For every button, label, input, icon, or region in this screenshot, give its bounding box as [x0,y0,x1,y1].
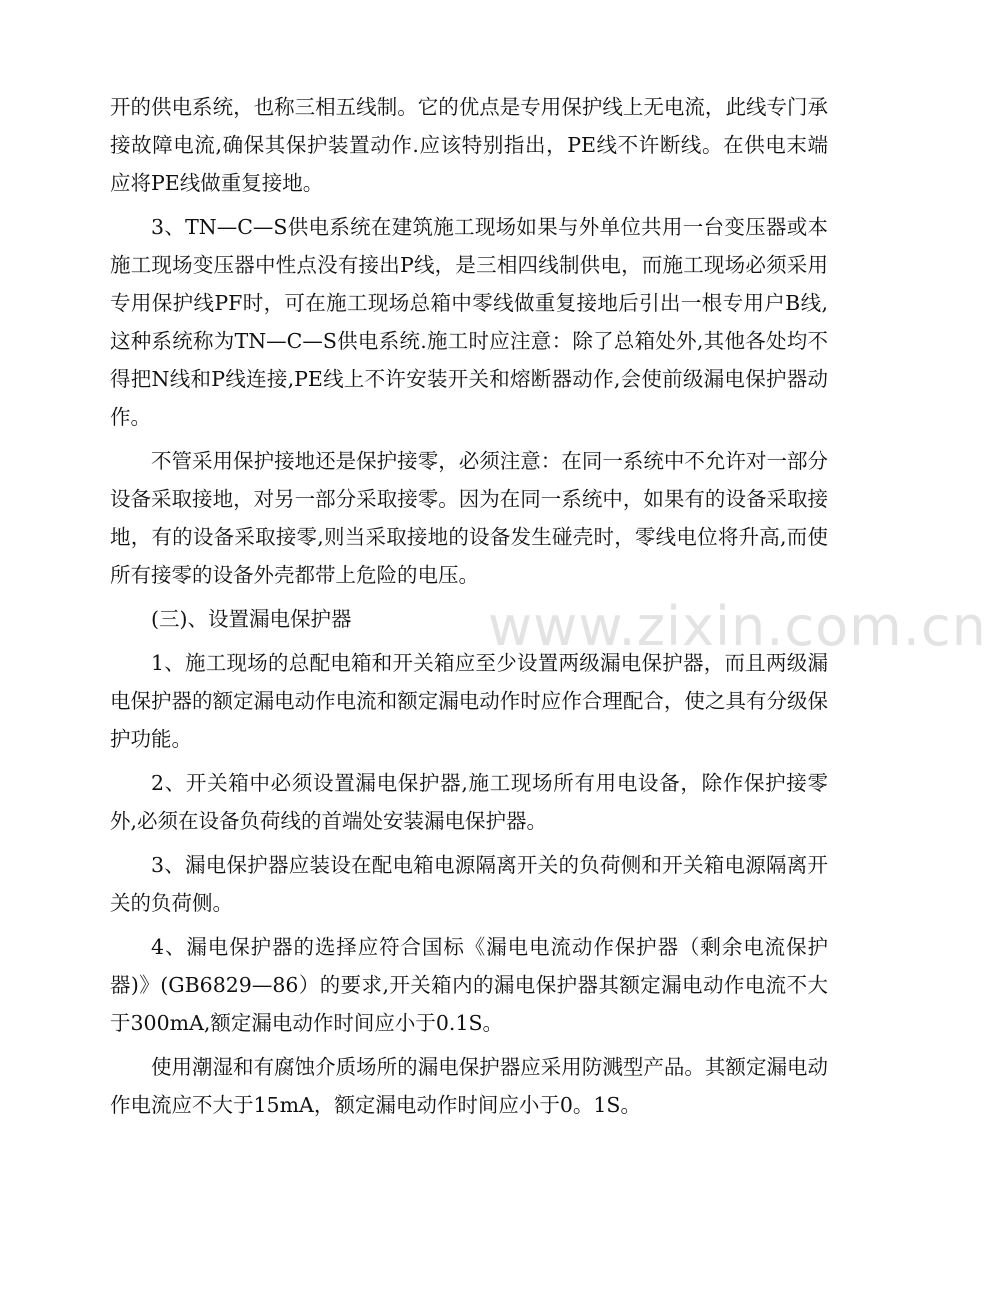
paragraph-splash-proof: 使用潮湿和有腐蚀介质场所的漏电保护器应采用防溅型产品。其额定漏电动作电流应不大于15mA，额定漏电动作时间应小于0。1S。 [110,1055,828,1117]
document-body [110,88,828,1130]
paragraph-item-4: 4、漏电保护器的选择应符合国标《漏电电流动作保护器（剩余电流保护器)》(GB6829—86）的要求,开关箱内的漏电保护器其额定漏电动作电流不大于300mA,额定漏电动作时间应小于0.1S。 [110,935,828,1035]
paragraph-tn-c-s-system: 3、TN—C—S供电系统在建筑施工现场如果与外单位共用一台变压器或本施工现场变压器中性点没有接出P线，是三相四线制供电，而施工现场必须采用专用保护线PF时，可在施工现场总箱中零线做重复接地后引出一根专用户B线,这种系统称为TN—C—S供电系统.施工时应注意：除了总箱处外,其他各处均不得把N线和P线连接,PE线上不许安装开关和熔断器动作,会使前级漏电保护器动作。 [110,215,828,429]
paragraph-grounding-note: 不管采用保护接地还是保护接零，必须注意：在同一系统中不允许对一部分设备采取接地，对另一部分采取接零。因为在同一系统中，如果有的设备采取接地，有的设备采取接零,则当采取接地的设备发生碰壳时，零线电位将升高,而使所有接零的设备外壳都带上危险的电压。 [110,449,828,587]
section-heading-leakage-protector: (三)、设置漏电保护器 [151,607,352,631]
paragraph-item-2: 2、开关箱中必须设置漏电保护器,施工现场所有用电设备，除作保护接零外,必须在设备负荷线的首端处安装漏电保护器。 [110,771,828,833]
paragraph-item-3: 3、漏电保护器应装设在配电箱电源隔离开关的负荷侧和开关箱电源隔离开关的负荷侧。 [110,853,828,915]
paragraph-pe-line: 开的供电系统，也称三相五线制。它的优点是专用保护线上无电流，此线专门承接故障电流,确保其保护装置动作.应该特别指出，PE线不许断线。在供电末端应将PE线做重复接地。 [110,95,828,195]
paragraph-item-1: 1、施工现场的总配电箱和开关箱应至少设置两级漏电保护器，而且两级漏电保护器的额定漏电动作电流和额定漏电动作时应作合理配合，使之具有分级保护功能。 [110,651,828,751]
watermark: www.zixin.com.cn [488,595,987,658]
